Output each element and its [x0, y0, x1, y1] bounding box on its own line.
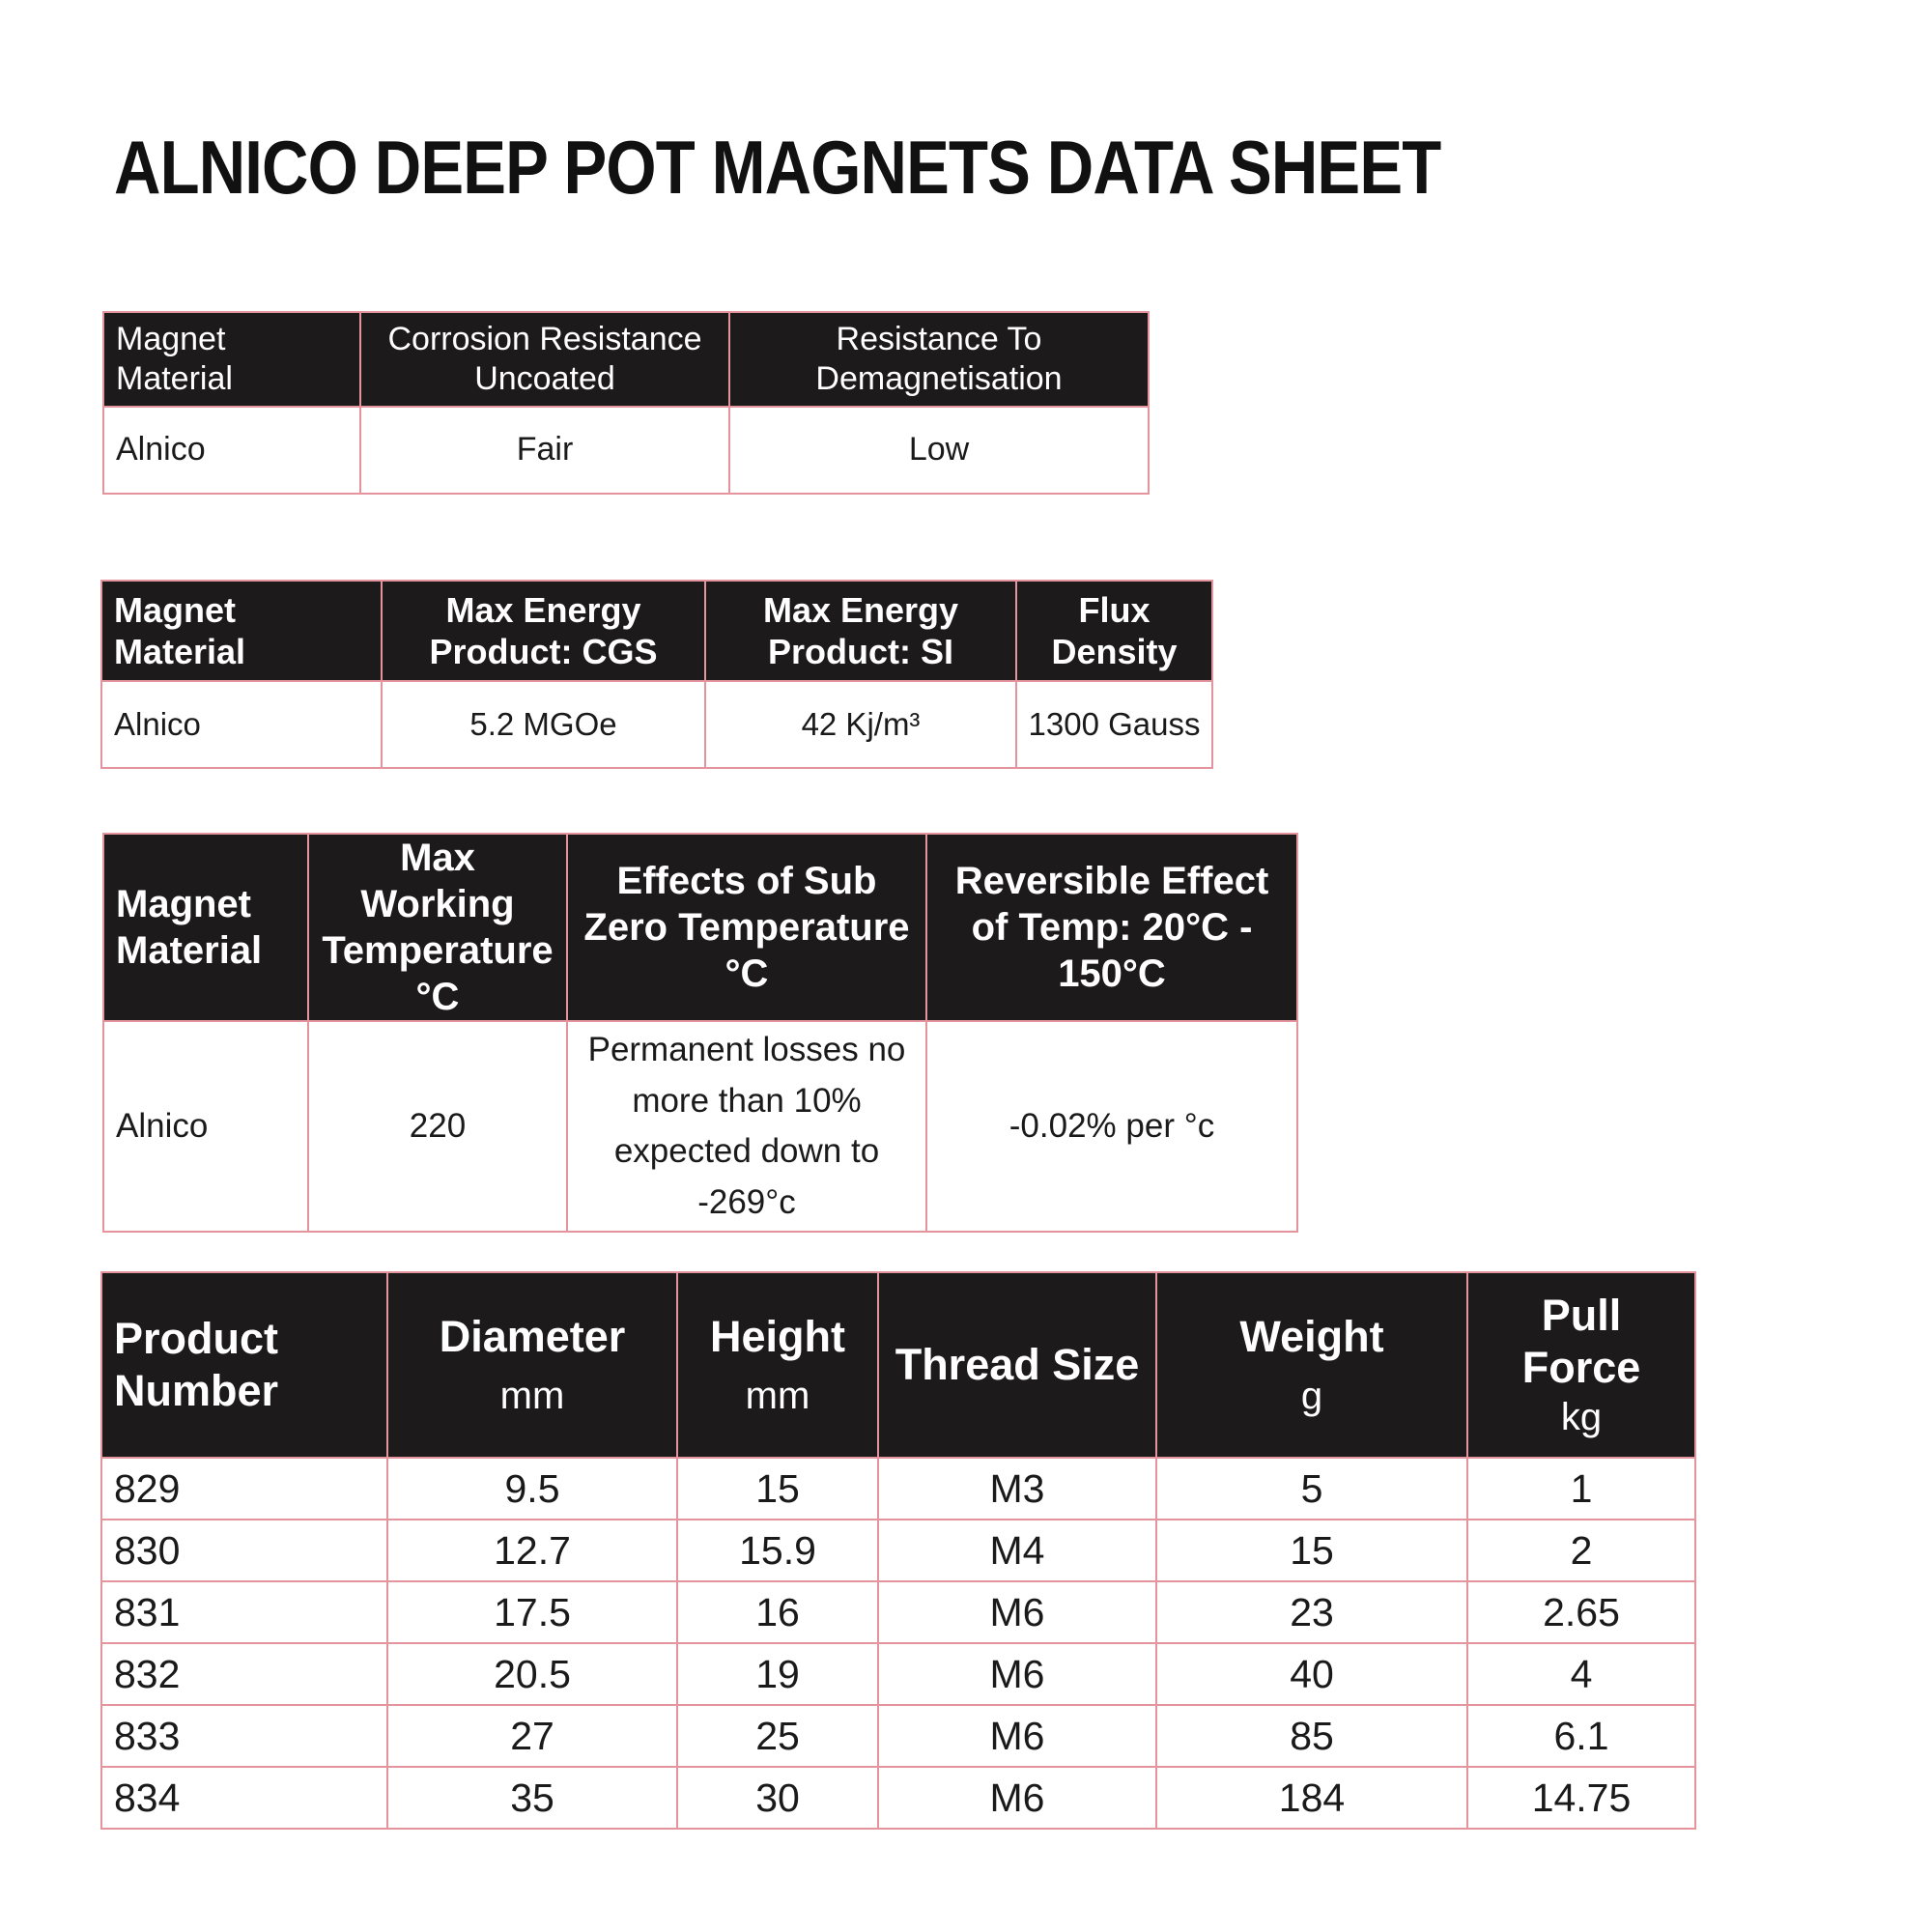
cell-product-number: 833 — [101, 1705, 387, 1767]
header-magnet-material: Magnet Material — [101, 581, 382, 681]
table-row — [101, 1581, 1695, 1643]
cell-diameter: 20.5 — [387, 1643, 677, 1705]
table-header-row — [101, 581, 1212, 681]
header-corrosion-resistance: Corrosion Resistance Uncoated — [360, 312, 729, 407]
cell-material: Alnico — [103, 1021, 308, 1232]
cell-product-number: 830 — [101, 1520, 387, 1581]
cell-thread-size: M6 — [878, 1581, 1156, 1643]
table-row — [101, 1520, 1695, 1581]
cell-material: Alnico — [101, 681, 382, 768]
table-row — [103, 1021, 1297, 1232]
energy-product-table — [100, 580, 1213, 769]
header-label: Height — [710, 1312, 845, 1361]
cell-thread-size: M3 — [878, 1458, 1156, 1520]
temperature-table — [102, 833, 1298, 1233]
cell-diameter: 17.5 — [387, 1581, 677, 1643]
cell-weight: 23 — [1156, 1581, 1467, 1643]
header-reversible-effect: Reversible Effect of Temp: 20°C - 150°C — [926, 834, 1297, 1021]
header-energy-si: Max Energy Product: SI — [705, 581, 1016, 681]
cell-height: 25 — [677, 1705, 878, 1767]
cell-weight: 85 — [1156, 1705, 1467, 1767]
table-row — [101, 1458, 1695, 1520]
cell-product-number: 832 — [101, 1643, 387, 1705]
cell-thread-size: M6 — [878, 1705, 1156, 1767]
cell-product-number: 829 — [101, 1458, 387, 1520]
product-specs-table — [100, 1271, 1696, 1830]
header-diameter — [387, 1272, 677, 1458]
cell-material: Alnico — [103, 407, 360, 494]
cell-thread-size: M4 — [878, 1520, 1156, 1581]
header-demagnetisation-resistance: Resistance To Demagnetisation — [729, 312, 1149, 407]
cell-flux-density: 1300 Gauss — [1016, 681, 1212, 768]
header-flux-density: Flux Density — [1016, 581, 1212, 681]
table-row — [101, 1705, 1695, 1767]
header-unit: g — [1300, 1375, 1323, 1417]
cell-diameter: 35 — [387, 1767, 677, 1829]
header-energy-cgs: Max Energy Product: CGS — [382, 581, 705, 681]
table-header-row — [103, 312, 1149, 407]
cell-product-number: 834 — [101, 1767, 387, 1829]
cell-product-number: 831 — [101, 1581, 387, 1643]
header-label: Pull Force — [1521, 1291, 1641, 1392]
cell-diameter: 27 — [387, 1705, 677, 1767]
cell-pull-force: 14.75 — [1467, 1767, 1695, 1829]
header-thread-size — [878, 1272, 1156, 1458]
cell-pull-force: 2.65 — [1467, 1581, 1695, 1643]
cell-energy-si: 42 Kj/m³ — [705, 681, 1016, 768]
material-resistance-table — [102, 311, 1150, 495]
header-unit: kg — [1560, 1396, 1603, 1438]
header-weight — [1156, 1272, 1467, 1458]
cell-height: 19 — [677, 1643, 878, 1705]
cell-thread-size: M6 — [878, 1643, 1156, 1705]
cell-demagnetisation: Low — [729, 407, 1149, 494]
cell-corrosion: Fair — [360, 407, 729, 494]
cell-weight: 184 — [1156, 1767, 1467, 1829]
header-magnet-material: Magnet Material — [103, 834, 308, 1021]
cell-height: 16 — [677, 1581, 878, 1643]
header-max-working-temp: Max Working Temperature °C — [308, 834, 567, 1021]
table-row — [103, 407, 1149, 494]
cell-pull-force: 6.1 — [1467, 1705, 1695, 1767]
cell-reversible-effect: -0.02% per °c — [926, 1021, 1297, 1232]
header-unit: mm — [499, 1375, 565, 1417]
cell-height: 15 — [677, 1458, 878, 1520]
header-height — [677, 1272, 878, 1458]
header-sub-zero-effects: Effects of Sub Zero Temperature °C — [567, 834, 926, 1021]
cell-max-working-temp: 220 — [308, 1021, 567, 1232]
header-magnet-material: Magnet Material — [103, 312, 360, 407]
table-header-row — [103, 834, 1297, 1021]
table-row — [101, 1643, 1695, 1705]
cell-height: 15.9 — [677, 1520, 878, 1581]
cell-diameter: 9.5 — [387, 1458, 677, 1520]
cell-sub-zero-effects: Permanent losses no more than 10% expected down to -269°c — [567, 1021, 926, 1232]
table-row — [101, 1767, 1695, 1829]
cell-weight: 40 — [1156, 1643, 1467, 1705]
cell-pull-force: 4 — [1467, 1643, 1695, 1705]
header-label: Product Number — [114, 1314, 279, 1415]
cell-diameter: 12.7 — [387, 1520, 677, 1581]
cell-height: 30 — [677, 1767, 878, 1829]
cell-weight: 5 — [1156, 1458, 1467, 1520]
cell-thread-size: M6 — [878, 1767, 1156, 1829]
header-pull-force — [1467, 1272, 1695, 1458]
header-unit: mm — [745, 1375, 810, 1417]
page-title: ALNICO DEEP POT MAGNETS DATA SHEET — [114, 125, 1441, 210]
cell-weight: 15 — [1156, 1520, 1467, 1581]
cell-pull-force: 2 — [1467, 1520, 1695, 1581]
header-label: Weight — [1239, 1312, 1384, 1361]
header-label: Diameter — [439, 1312, 626, 1361]
cell-energy-cgs: 5.2 MGOe — [382, 681, 705, 768]
header-product-number — [101, 1272, 387, 1458]
header-label: Thread Size — [895, 1340, 1140, 1389]
table-row — [101, 681, 1212, 768]
table-header-row — [101, 1272, 1695, 1458]
cell-pull-force: 1 — [1467, 1458, 1695, 1520]
